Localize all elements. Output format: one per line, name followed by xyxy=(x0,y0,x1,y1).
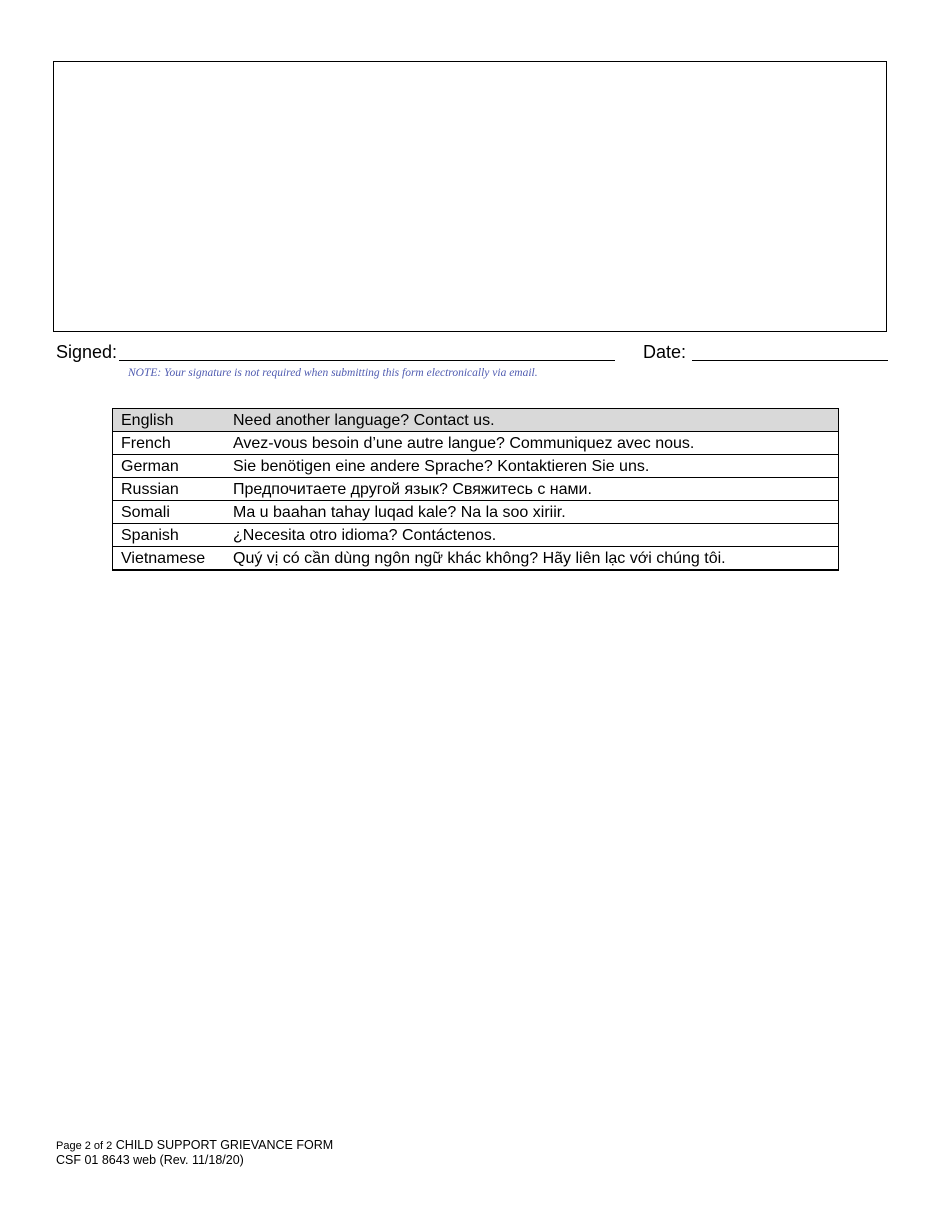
language-name: English xyxy=(113,409,226,432)
footer-page-line xyxy=(56,1138,333,1152)
table-row xyxy=(113,524,839,547)
table-row xyxy=(113,547,839,571)
signed-label: Signed: xyxy=(56,342,118,362)
language-name: French xyxy=(113,432,226,455)
date-line[interactable] xyxy=(692,360,888,361)
language-message: Avez-vous besoin d’une autre langue? Communiquez avec nous. xyxy=(225,432,839,455)
language-message: Quý vị có cần dùng ngôn ngữ khác không? Hãy liên lạc với chúng tôi. xyxy=(225,547,839,571)
table-row xyxy=(113,501,839,524)
language-message: Need another language? Contact us. xyxy=(225,409,839,432)
table-row xyxy=(113,478,839,501)
signature-line[interactable] xyxy=(119,360,615,361)
language-assistance-table xyxy=(112,408,839,571)
language-message: ¿Necesita otro idioma? Contáctenos. xyxy=(225,524,839,547)
language-name: German xyxy=(113,455,226,478)
signature-note: NOTE: Your signature is not required when submitting this form electronically via email. xyxy=(128,367,538,379)
form-code: CSF 01 8643 web (Rev. 11/18/20) xyxy=(56,1153,244,1167)
language-name: Spanish xyxy=(113,524,226,547)
date-label: Date: xyxy=(643,342,687,362)
language-message: Sie benötigen eine andere Sprache? Kontaktieren Sie uns. xyxy=(225,455,839,478)
language-name: Russian xyxy=(113,478,226,501)
language-message: Предпочитаете другой язык? Свяжитесь с нами. xyxy=(225,478,839,501)
language-message: Ma u baahan tahay luqad kale? Na la soo xiriir. xyxy=(225,501,839,524)
comments-text-box[interactable] xyxy=(53,61,887,332)
language-name: Vietnamese xyxy=(113,547,226,571)
language-name: Somali xyxy=(113,501,226,524)
form-title: CHILD SUPPORT GRIEVANCE FORM xyxy=(115,1138,334,1152)
table-row xyxy=(113,432,839,455)
table-row xyxy=(113,455,839,478)
table-row xyxy=(113,409,839,432)
page-number: Page 2 of 2 xyxy=(56,1140,113,1152)
